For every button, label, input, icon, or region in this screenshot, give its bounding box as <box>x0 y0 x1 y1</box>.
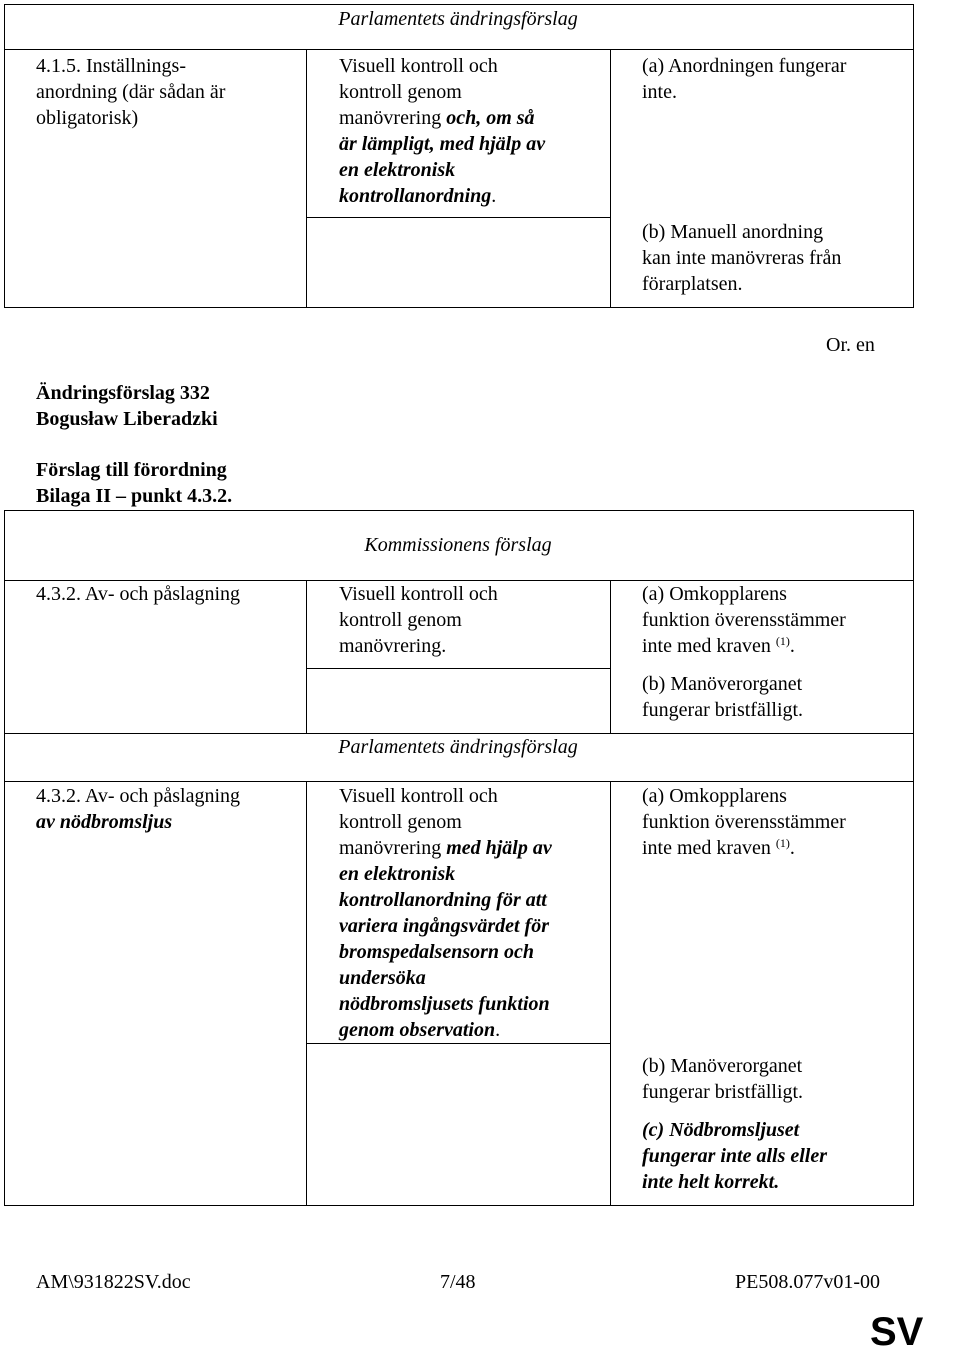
text-line: (b) Manöverorganet <box>642 673 803 695</box>
table2-divider-2a <box>610 580 611 733</box>
text-line: 4.3.2. Av- och påslagning <box>36 785 241 807</box>
footer-language-code: SV <box>870 1310 924 1354</box>
text-line <box>339 105 604 131</box>
text-line: en elektronisk <box>339 863 456 885</box>
text-line: kontrollanordning för att <box>339 889 547 911</box>
table1-col2 <box>339 53 604 209</box>
text-span: manövrering <box>339 837 442 859</box>
table2-mid-border-2 <box>306 1043 610 1044</box>
text-line: Visuell kontroll och <box>339 583 498 605</box>
table2-divider-1a <box>306 580 307 733</box>
text-span-bold-italic: med hjälp av <box>441 837 552 859</box>
text-line: manövrering. <box>339 635 447 657</box>
text-span: inte med kraven <box>642 837 771 859</box>
table2-top-border <box>4 510 914 511</box>
table2-mid-border-1 <box>306 668 610 669</box>
text-line <box>339 183 604 209</box>
text-span: . <box>789 837 795 859</box>
table2-row1-col3 <box>642 581 907 723</box>
annex-reference: Bilaga II – punkt 4.3.2. <box>36 485 233 507</box>
footnote-ref: (1) <box>775 836 790 850</box>
text-line: nödbromsljusets funktion <box>339 993 550 1015</box>
text-line: (a) Omkopplarens <box>642 583 787 605</box>
text-line: Visuell kontroll och <box>339 55 498 77</box>
original-language: Or. en <box>826 334 875 356</box>
table1-mid-border <box>306 217 610 218</box>
table2-header2-border <box>4 781 914 782</box>
text-span: manövrering <box>339 107 442 129</box>
table2-header-commission: Kommissionens förslag <box>364 534 552 556</box>
text-span-bold-italic: genom observation <box>339 1019 496 1041</box>
table2-bottom-border <box>4 1205 914 1206</box>
text-line <box>339 1017 604 1043</box>
text-line: fungerar bristfälligt. <box>642 699 804 721</box>
table2-row1-col1 <box>36 581 296 607</box>
amendment-number: Ändringsförslag 332 <box>36 382 210 404</box>
text-line: bromspedalsensorn och <box>339 941 535 963</box>
text-span-bold-italic: och, om så <box>441 107 535 129</box>
table1-left-border <box>4 4 5 307</box>
text-span: . <box>491 185 497 207</box>
text-line: (b) Manuell anordning <box>642 221 824 243</box>
table2-row1-col2 <box>339 581 604 659</box>
amendment-author: Bogusław Liberadzki <box>36 408 218 430</box>
table1-header-border <box>4 49 914 50</box>
text-line: variera ingångsvärdet för <box>339 915 549 937</box>
text-line: förarplatsen. <box>642 273 743 295</box>
text-line: funktion överensstämmer <box>642 811 846 833</box>
text-line: fungerar bristfälligt. <box>642 1081 804 1103</box>
table2-row2-col3-bc <box>642 1053 907 1195</box>
text-line: inte. <box>642 81 677 103</box>
text-line: (a) Omkopplarens <box>642 785 787 807</box>
footer-doc-id: AM\931822SV.doc <box>36 1271 191 1293</box>
text-line: en elektronisk <box>339 159 456 181</box>
text-line: undersöka <box>339 967 426 989</box>
text-line: funktion överensstämmer <box>642 609 846 631</box>
text-line <box>642 633 907 659</box>
text-span: . <box>495 1019 501 1041</box>
table2-header-parliament: Parlamentets ändringsförslag <box>338 736 578 758</box>
footnote-ref: (1) <box>775 634 790 648</box>
text-line: (a) Anordningen fungerar <box>642 55 847 77</box>
table2-row2-col2 <box>339 783 604 1043</box>
text-line: anordning (där sådan är <box>36 81 226 103</box>
table1-top-border <box>4 4 914 5</box>
text-line: Visuell kontroll och <box>339 785 498 807</box>
text-line: av nödbromsljus <box>36 811 173 833</box>
footer-pe-reference: PE508.077v01-00 <box>735 1271 880 1293</box>
table2-row2-col3-a <box>642 783 907 861</box>
text-line: kan inte manövreras från <box>642 247 842 269</box>
text-line <box>339 835 604 861</box>
table1-divider-1 <box>306 49 307 307</box>
footer-page-number: 7/48 <box>440 1271 476 1293</box>
text-span-bold-italic: kontrollanordning <box>339 185 492 207</box>
text-line <box>642 835 907 861</box>
text-line: kontroll genom <box>339 811 462 833</box>
table2-right-border <box>913 510 914 1205</box>
text-line: kontroll genom <box>339 81 462 103</box>
table2-left-border <box>4 510 5 1205</box>
table1-header-parliament: Parlamentets ändringsförslag <box>338 8 578 30</box>
text-span: . <box>789 635 795 657</box>
table1-bottom-border <box>4 307 914 308</box>
text-line: är lämpligt, med hjälp av <box>339 133 546 155</box>
table1-col3 <box>642 53 907 105</box>
table2-divider-2b <box>610 781 611 1205</box>
table1-col1 <box>36 53 296 131</box>
text-line: obligatorisk) <box>36 107 139 129</box>
text-line: inte helt korrekt. <box>642 1171 780 1193</box>
table1-col3-b <box>642 219 907 297</box>
table2-divider-1b <box>306 781 307 1205</box>
text-line: kontroll genom <box>339 609 462 631</box>
text-line: 4.3.2. Av- och påslagning <box>36 583 241 605</box>
text-line: 4.1.5. Inställnings- <box>36 55 186 77</box>
text-line: (c) Nödbromsljuset <box>642 1119 800 1141</box>
text-line: fungerar inte alls eller <box>642 1145 828 1167</box>
table2-row2-col1 <box>36 783 296 835</box>
text-line: (b) Manöverorganet <box>642 1055 803 1077</box>
table1-divider-2 <box>610 49 611 307</box>
proposal-title: Förslag till förordning <box>36 459 227 481</box>
table1-right-border <box>913 4 914 307</box>
text-span: inte med kraven <box>642 635 771 657</box>
